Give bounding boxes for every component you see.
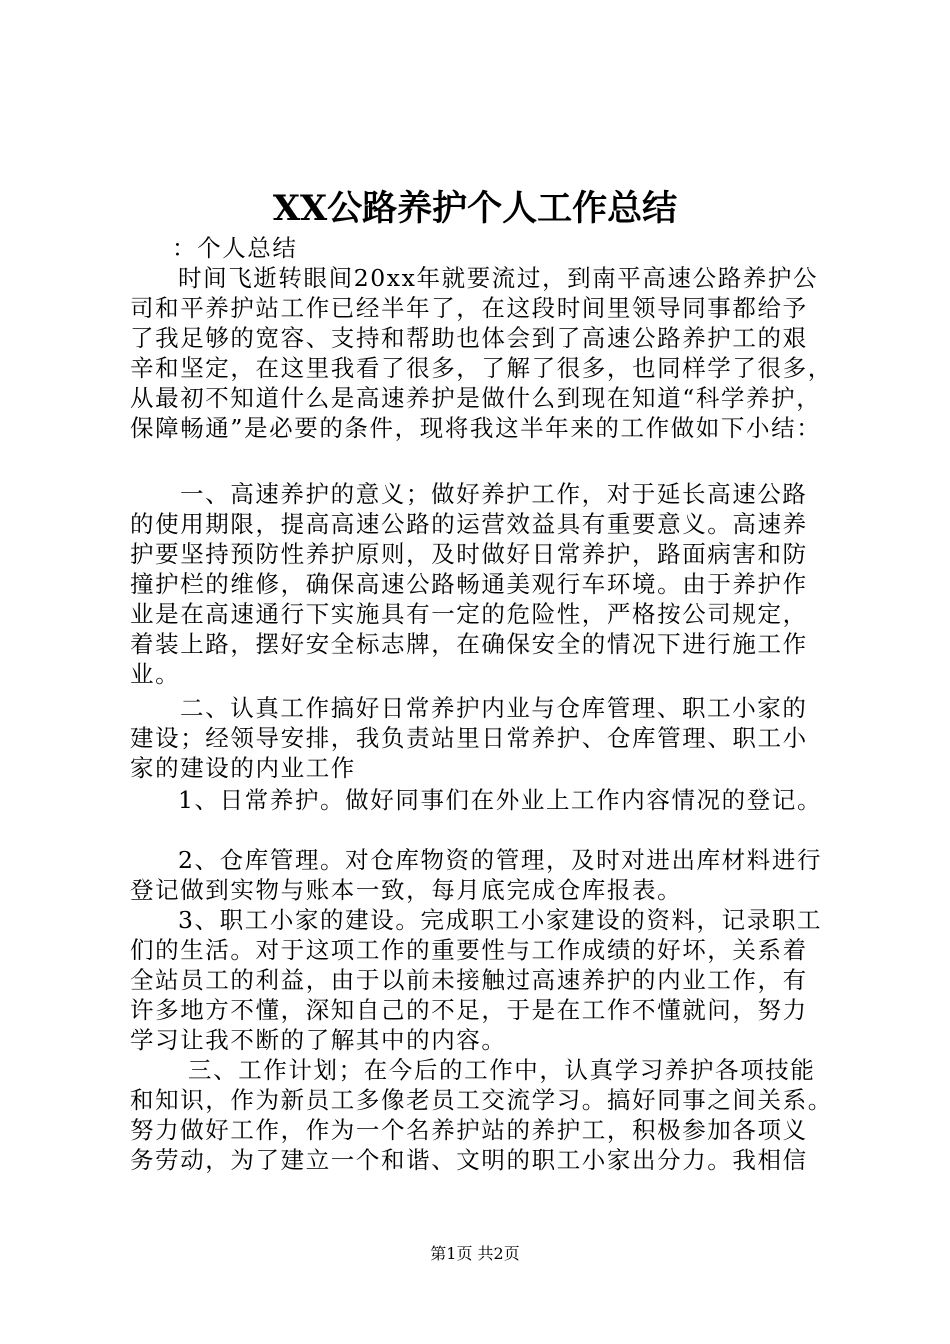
paragraph-line: 的使用期限，提高高速公路的运营效益具有重要意义。高速养 bbox=[130, 510, 808, 538]
paragraph-line: 业。 bbox=[130, 660, 181, 688]
page-indicator: 第1页 共2页 bbox=[430, 1244, 520, 1263]
paragraph-line: 一、高速养护的意义；做好养护工作，对于延长高速公路 bbox=[180, 480, 808, 508]
paragraph-line: 许多地方不懂，深知自己的不足，于是在工作不懂就问，努力 bbox=[130, 996, 808, 1024]
paragraph-line: 着装上路，摆好安全标志牌，在确保安全的情况下进行施工作 bbox=[130, 630, 808, 658]
paragraph-line: 1、日常养护。做好同事们在外业上工作内容情况的登记。 bbox=[178, 786, 823, 814]
paragraph-line: 撞护栏的维修，确保高速公路畅通美观行车环境。由于养护作 bbox=[130, 570, 808, 598]
paragraph-line: 们的生活。对于这项工作的重要性与工作成绩的好坏，关系着 bbox=[130, 936, 808, 964]
paragraph-line: 努力做好工作，作为一个名养护站的养护工，积极参加各项义 bbox=[130, 1116, 808, 1144]
paragraph-line: 和知识，作为新员工多像老员工交流学习。搞好同事之间关系。 bbox=[130, 1086, 833, 1114]
paragraph-line: 建设；经领导安排，我负责站里日常养护、仓库管理、职工小 bbox=[130, 724, 808, 752]
paragraph-line: 从最初不知道什么是高速养护是做什么到现在知道“科学养护， bbox=[130, 384, 822, 412]
paragraph-line: 时间飞逝转眼间20xx年就要流过，到南平高速公路养护公 bbox=[178, 264, 819, 292]
paragraph-line: 家的建设的内业工作 bbox=[130, 754, 356, 782]
paragraph-line: 二、认真工作搞好日常养护内业与仓库管理、职工小家的 bbox=[180, 694, 808, 722]
paragraph-line: 3、职工小家的建设。完成职工小家建设的资料，记录职工 bbox=[178, 906, 823, 934]
paragraph-line: 司和平养护站工作已经半年了，在这段时间里领导同事都给予 bbox=[130, 294, 808, 322]
paragraph-line: 保障畅通”是必要的条件，现将我这半年来的工作做如下小结： bbox=[130, 414, 822, 442]
paragraph-line: 了我足够的宽容、支持和帮助也体会到了高速公路养护工的艰 bbox=[130, 324, 808, 352]
paragraph-line: 业是在高速通行下实施具有一定的危险性，严格按公司规定， bbox=[130, 600, 808, 628]
paragraph-line: 务劳动，为了建立一个和谐、文明的职工小家出分力。我相信 bbox=[130, 1146, 808, 1174]
paragraph-line: 三、工作计划；在今后的工作中，认真学习养护各项技能 bbox=[188, 1056, 816, 1084]
line-subtitle: ：个人总结 bbox=[172, 234, 298, 262]
paragraph-line: 学习让我不断的了解其中的内容。 bbox=[130, 1026, 507, 1054]
paragraph-line: 2、仓库管理。对仓库物资的管理，及时对进出库材料进行 bbox=[178, 846, 823, 874]
paragraph-line: 护要坚持预防性养护原则，及时做好日常养护，路面病害和防 bbox=[130, 540, 808, 568]
paragraph-line: 登记做到实物与账本一致，每月底完成仓库报表。 bbox=[130, 876, 683, 904]
paragraph-line: 全站员工的利益，由于以前未接触过高速养护的内业工作，有 bbox=[130, 966, 808, 994]
paragraph-line: 辛和坚定，在这里我看了很多，了解了很多，也同样学了很多， bbox=[130, 354, 833, 382]
document-title: XX公路养护个人工作总结 bbox=[272, 188, 678, 229]
